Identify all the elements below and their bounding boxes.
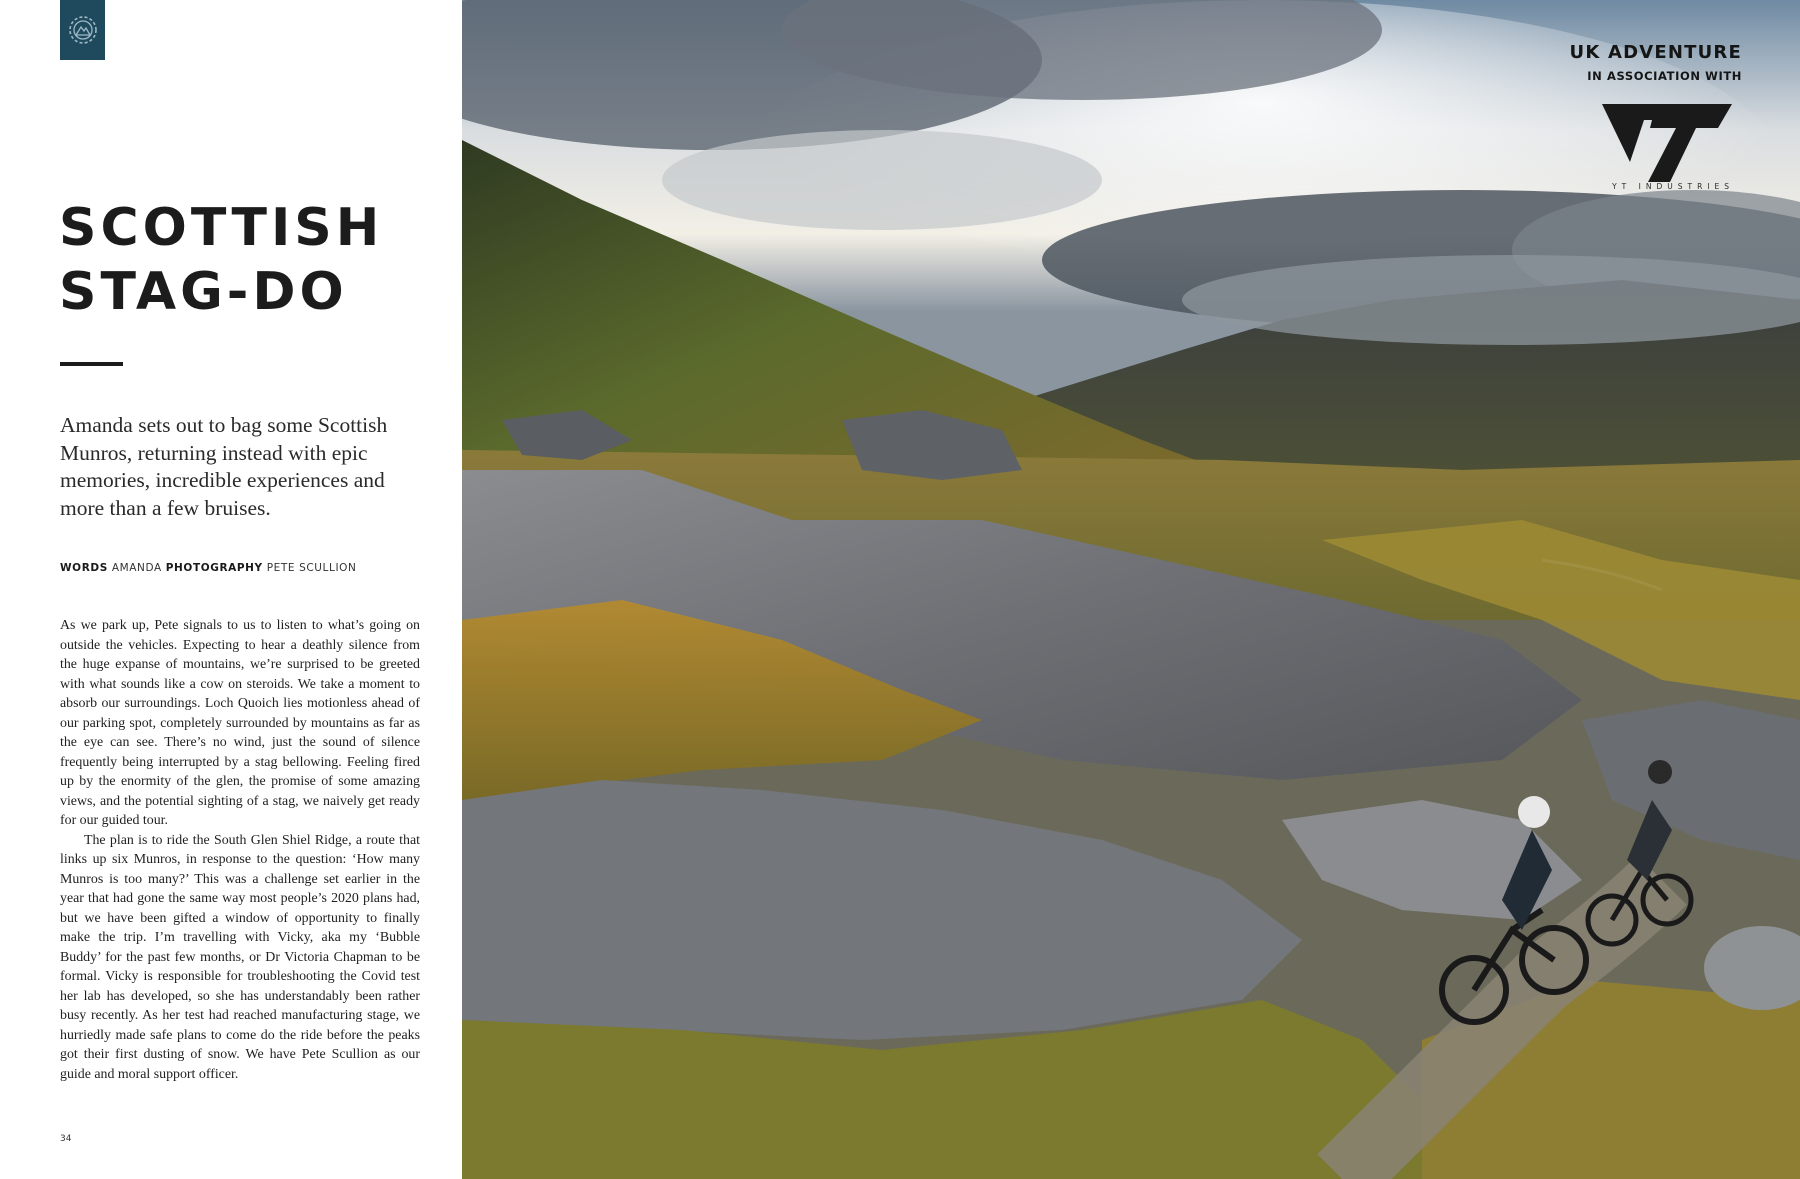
headline-line-1: SCOTTISH [59,198,384,258]
sponsor-title: UK ADVENTURE [1569,42,1742,63]
headline-line-2: STAG-DO [59,262,348,322]
article-body [60,616,420,1084]
byline [60,562,440,574]
words-author: AMANDA [111,562,162,574]
section-badge [60,0,105,60]
body-paragraph-2: The plan is to ride the South Glen Shiel Ridge, a route that links up six Munros, in response to the question: ‘How many Munros is too many?’ This was a challenge set earlier in the year that had gone the same way most people’s 2020 plans had, but we have been gifted a window of opportunity to finally make the trip. I’m travelling with Vicky, aka my ‘Bubble Buddy’ for the past few months, or Dr Victoria Chapman to be formal. Vicky is responsible for troubleshooting the Covid test her lab has developed, so she has understandably been rather busy recently. As her test had reached manufacturing stage, we hurriedly made safe plans to come do the ride before the peaks got their first dusting of snow. We have Pete Scullion as our guide and moral support officer. [60,832,420,1082]
headline-divider [60,362,123,366]
body-paragraph-1: As we park up, Pete signals to us to listen to what’s going on outside the vehicles. Expecting to hear a deathly silence from the huge expanse of mountains, we’re surprised to be greeted with what sounds like a cow on steroids. We take a moment to absorb our surroundings. Loch Quoich lies motionless ahead of our parking spot, completely surrounded by mountains as far as the eye can see. There’s no wind, just the sound of silence frequently being interrupted by a stag bellowing. Feeling fired up by the enormity of the glen, the promise of some amazing views, and the potential sighting of a stag, we naively get ready for our guided tour. [60,618,420,828]
standfirst: Amanda sets out to bag some Scottish Munros, returning instead with epic memories, incredible experiences and more than a few bruises. [60,413,388,520]
sponsor-block [1542,42,1742,191]
photography-label: PHOTOGRAPHY [165,562,263,574]
photographer: PETE SCULLION [266,562,357,574]
yt-industries-wordmark: YT INDUSTRIES [1612,182,1734,191]
cog-mountain-icon [66,13,100,47]
left-text-page [0,0,462,1179]
sponsor-subtitle: IN ASSOCIATION WITH [1587,69,1742,83]
article-headline [59,196,459,324]
page-number: 34 [60,1134,72,1144]
words-label: WORDS [60,562,108,574]
hero-photo [462,0,1800,1179]
